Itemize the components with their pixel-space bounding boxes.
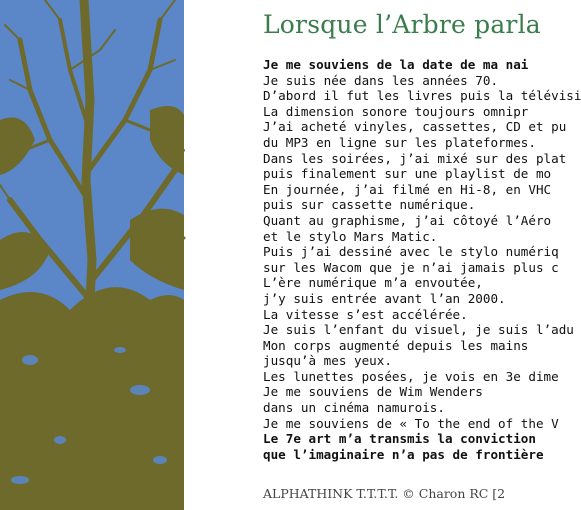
- poem-line: que l’imaginaire n’a pas de frontière: [263, 446, 544, 462]
- tree-photo: [0, 0, 184, 510]
- poem-line: Puis j’ai dessiné avec le stylo numériq: [263, 244, 559, 260]
- poem-line: Mon corps augmenté depuis les mains: [263, 337, 529, 353]
- poem-line: sur les Wacom que je n’ai jamais plus c: [263, 259, 559, 275]
- poem-line: L’ère numérique m’a envoutée,: [263, 275, 483, 291]
- poem-line: Les lunettes posées, je vois en 3e dime: [263, 368, 559, 384]
- poem-line: et le stylo Mars Matic.: [263, 228, 438, 244]
- poem-line: Je suis née dans les années 70.: [263, 72, 499, 88]
- poem-line: Le 7e art m’a transmis la conviction: [263, 431, 536, 447]
- poem-line: j’y suis entrée avant l’an 2000.: [263, 290, 506, 306]
- poem-line: En journée, j’ai filmé en Hi-8, en VHC: [263, 181, 552, 197]
- poem-line: Je me souviens de « To the end of the V: [263, 415, 559, 431]
- poem-line: dans un cinéma namurois.: [263, 400, 445, 416]
- poem-title: Lorsque l’Arbre parla: [263, 10, 541, 39]
- poem-line: Quant au graphisme, j’ai côtoyé l’Aéro: [263, 212, 552, 228]
- tree-branches-image: [0, 0, 184, 510]
- poem-line: La vitesse s’est accélérée.: [263, 306, 468, 322]
- poem-line: D’abord il fut les livres puis la télévisi: [263, 88, 581, 104]
- poem-line: Dans les soirées, j’ai mixé sur des plat: [263, 150, 567, 166]
- poem-body: [263, 57, 581, 462]
- poem-line: Je me souviens de Wim Wenders: [263, 384, 483, 400]
- poem-line: puis sur cassette numérique.: [263, 197, 476, 213]
- poem-line: Je me souviens de la date de ma nai: [263, 57, 529, 72]
- poem-line: Je suis l’enfant du visuel, je suis l’adu: [263, 322, 574, 338]
- poem-line: jusqu’à mes yeux.: [263, 353, 392, 369]
- poem-line: du MP3 en ligne sur les plateformes.: [263, 134, 536, 150]
- poem-line: J’ai acheté vinyles, cassettes, CD et pu: [263, 119, 567, 135]
- footer-credit: ALPHATHINK T.T.T.T. © Charon RC [2: [263, 486, 506, 501]
- poem-line: La dimension sonore toujours omnipr: [263, 103, 529, 119]
- poem-line: puis finalement sur une playlist de mo: [263, 166, 552, 182]
